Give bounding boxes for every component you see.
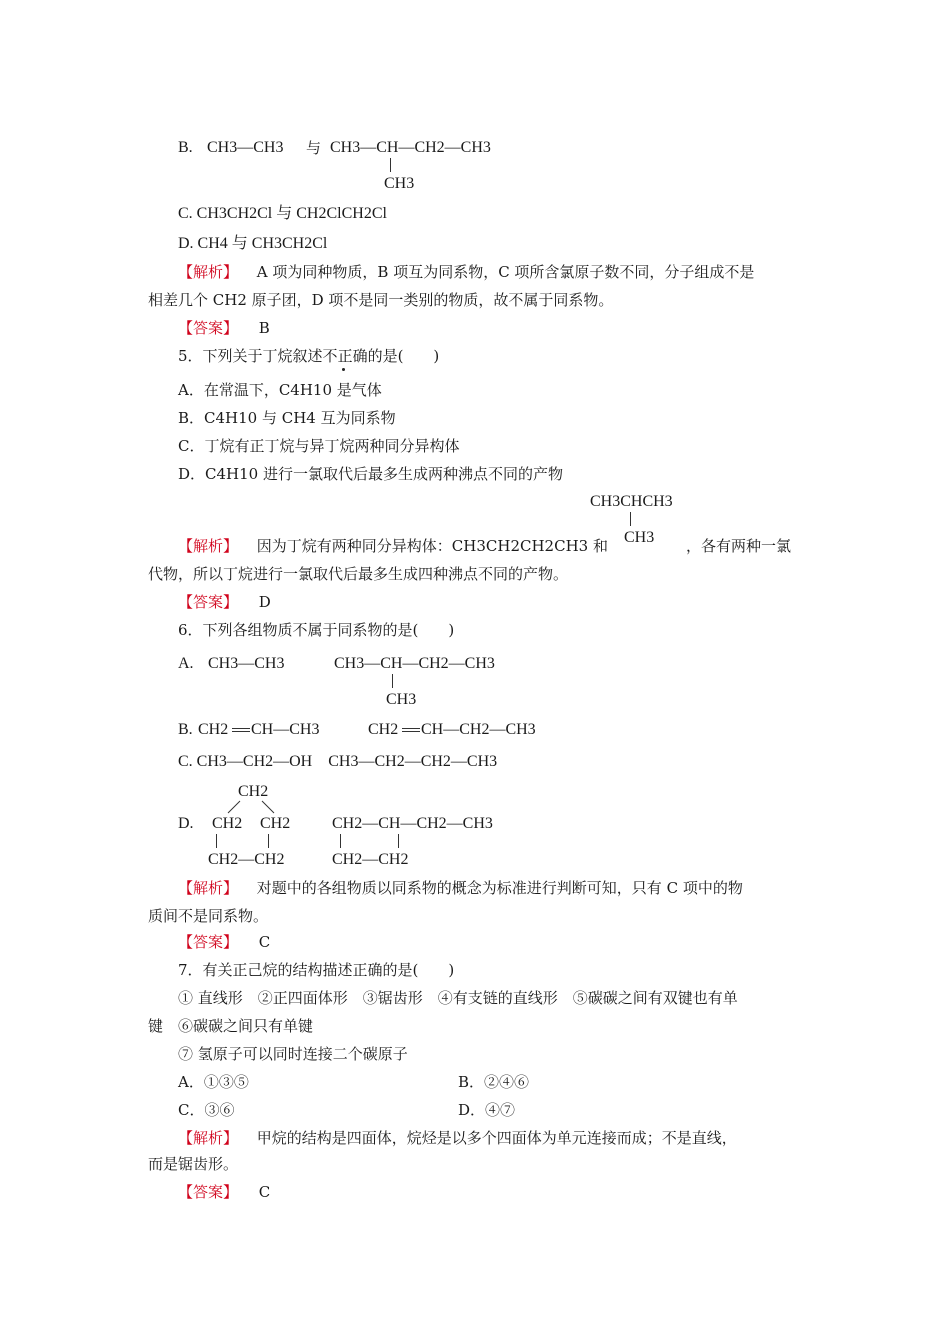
q5-option-d: D．C4H10 进行一氯取代后最多生成两种沸点不同的产物 bbox=[178, 465, 563, 483]
q6-d-ring2-right-bond bbox=[398, 834, 399, 848]
q5-analysis-tag: 【解析】 bbox=[178, 537, 239, 555]
q6-option-b-left-b: CH—CH3 bbox=[251, 721, 320, 738]
q6-d-ring1-left-bond bbox=[216, 834, 217, 848]
q6-option-b-left-a: CH2 bbox=[198, 721, 229, 738]
q4-answer-tag: 【答案】 bbox=[178, 319, 239, 337]
q6-option-a-right: CH3—CH—CH2—CH3 bbox=[334, 655, 495, 672]
q4-option-b-left-formula: CH3—CH3 bbox=[207, 139, 284, 156]
q6-d-ring2-left-bond bbox=[340, 834, 341, 848]
q7-option-a: A．①③⑤ bbox=[178, 1073, 249, 1091]
q5-stem bbox=[178, 346, 439, 366]
q4-answer: B bbox=[258, 319, 270, 337]
q4-option-b-branch: CH3 bbox=[384, 175, 415, 192]
q6-option-d-label: D. bbox=[178, 815, 194, 832]
q6-d-ring1-bottom: CH2—CH2 bbox=[208, 851, 285, 868]
q6-option-b-label: B. bbox=[178, 721, 193, 738]
q6-d-ring1-top: CH2 bbox=[238, 783, 269, 800]
q7-option-d: D．④⑦ bbox=[458, 1101, 516, 1119]
q5-analysis-line1b: ，各有两种一氯 bbox=[686, 537, 792, 555]
q4-branch-bond bbox=[390, 158, 391, 172]
q5-stem-emphasis: 不 bbox=[322, 347, 338, 365]
q5-answer-tag: 【答案】 bbox=[178, 593, 239, 611]
q6-analysis-line1: 对题中的各组物质以同系物的概念为标准进行判断可知，只有 C 项中的物 bbox=[256, 879, 743, 897]
q4-analysis-line2: 相差几个 CH2 原子团，D 项不是同一类别的物质，故不属于同系物。 bbox=[148, 291, 614, 309]
q4-analysis-line1: A 项为同种物质，B 项互为同系物，C 项所含氯原子数不同，分子组成不是 bbox=[256, 263, 755, 281]
q6-d-ring1-right-bond bbox=[268, 834, 269, 848]
q6-d-ring1-mid-left: CH2 bbox=[212, 815, 243, 832]
q6-analysis-tag: 【解析】 bbox=[178, 879, 239, 897]
q4-option-b-right-formula: CH3—CH—CH2—CH3 bbox=[330, 139, 491, 156]
q6-option-a-left: CH3—CH3 bbox=[208, 655, 285, 672]
q6-option-c: C. CH3—CH2—OH CH3—CH2—CH2—CH3 bbox=[178, 753, 498, 770]
q5-analysis-line1a: 因为丁烷有两种同分异构体：CH3CH2CH2CH3 和 bbox=[256, 537, 608, 555]
q7-answer: C bbox=[258, 1183, 271, 1201]
q6-a-branch-bond bbox=[392, 674, 393, 688]
q4-option-d: D. CH4 与 CH3CH2Cl bbox=[178, 235, 328, 252]
q5-option-a: A．在常温下，C4H10 是气体 bbox=[178, 381, 382, 399]
q6-b-right-double-bond bbox=[402, 728, 420, 732]
q5-isobutane-bond bbox=[630, 512, 631, 526]
q7-analysis-line1: 甲烷的结构是四面体，烷烃是以多个四面体为单元连接而成；不是直线， bbox=[256, 1129, 737, 1147]
q7-analysis-tag: 【解析】 bbox=[178, 1129, 239, 1147]
q5-isobutane-branch: CH3 bbox=[624, 529, 655, 546]
q6-answer-tag: 【答案】 bbox=[178, 933, 239, 951]
q7-items-line3: ⑦ 氢原子可以同时连接二个碳原子 bbox=[178, 1045, 408, 1063]
q6-d-ring2-top: CH2—CH—CH2—CH3 bbox=[332, 815, 493, 832]
q4-option-b-and: 与 bbox=[306, 139, 322, 157]
q7-items-line2: 键 ⑥碳碳之间只有单键 bbox=[148, 1017, 314, 1035]
q7-analysis-line2: 而是锯齿形。 bbox=[148, 1155, 239, 1173]
q5-analysis-line2: 代物，所以丁烷进行一氯取代后最多生成四种沸点不同的产物。 bbox=[148, 565, 569, 583]
q5-answer: D bbox=[258, 593, 271, 611]
q6-answer: C bbox=[258, 933, 271, 951]
q6-d-ring1-mid-right: CH2 bbox=[260, 815, 291, 832]
q6-option-a-label: A. bbox=[178, 655, 194, 672]
q6-analysis-line2: 质间不是同系物。 bbox=[148, 907, 269, 925]
q4-option-c: C. CH3CH2Cl 与 CH2ClCH2Cl bbox=[178, 205, 387, 222]
q5-option-b: B．C4H10 与 CH4 互为同系物 bbox=[178, 409, 396, 427]
q6-b-left-double-bond bbox=[232, 728, 250, 732]
q7-stem: 7．有关正己烷的结构描述正确的是( ) bbox=[178, 961, 455, 979]
q7-option-c: C．③⑥ bbox=[178, 1101, 235, 1119]
q6-option-a-branch: CH3 bbox=[386, 691, 417, 708]
q6-stem: 6．下列各组物质不属于同系物的是( ) bbox=[178, 621, 455, 639]
q6-d-ring2-bottom: CH2—CH2 bbox=[332, 851, 409, 868]
q5-option-c: C．丁烷有正丁烷与异丁烷两种同分异构体 bbox=[178, 437, 460, 455]
emphasis-dot bbox=[342, 368, 345, 371]
q6-option-b-right-a: CH2 bbox=[368, 721, 399, 738]
q7-option-b: B．②④⑥ bbox=[458, 1073, 530, 1091]
q4-analysis-tag: 【解析】 bbox=[178, 263, 239, 281]
q5-stem-part2: 正确的是( ) bbox=[337, 347, 440, 365]
q5-stem-part1: 5．下列关于丁烷叙述 bbox=[178, 347, 323, 365]
q4-option-b-label: B. bbox=[178, 139, 193, 156]
q7-items-line1: ① 直线形 ②正四面体形 ③锯齿形 ④有支链的直线形 ⑤碳碳之间有双键也有单 bbox=[178, 989, 738, 1007]
q5-isobutane-formula: CH3CHCH3 bbox=[590, 493, 673, 510]
q7-answer-tag: 【答案】 bbox=[178, 1183, 239, 1201]
q6-option-b-right-b: CH—CH2—CH3 bbox=[421, 721, 536, 738]
